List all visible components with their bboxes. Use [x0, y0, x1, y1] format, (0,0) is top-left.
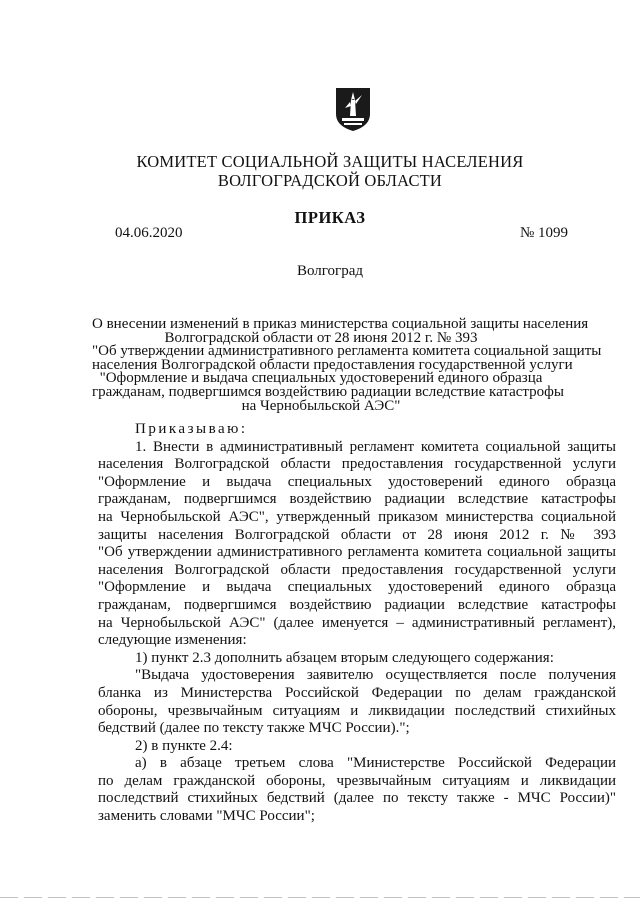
paragraph-1-line: защиты населения Волгоградской области от 28 июня 2012 г. № 393: [98, 526, 616, 543]
quote-line: бедствий (далее по тексту также МЧС России).";: [98, 720, 410, 737]
subject-line: населения Волгоградской области предоставления государственной услуги: [92, 356, 573, 373]
item-2a-line: а) в абзаце третьем слова "Министерстве Российской Федерации: [135, 755, 616, 772]
paragraph-1-line: "Об утверждении административного регламента комитета социальной защиты: [98, 544, 616, 561]
subject-line: "Об утверждении административного регламента комитета социальной защиты: [92, 343, 602, 360]
committee-name-line2: ВОЛГОГРАДСКОЙ ОБЛАСТИ: [217, 171, 443, 190]
subject-line: "Оформление и выдача специальных удостоверений единого образца: [99, 370, 543, 387]
item-1: 1) пункт 2.3 дополнить абзацем вторым следующего содержания:: [135, 649, 554, 666]
item-2a-line: заменить словами "МЧС России";: [98, 808, 315, 825]
decree-word: Приказываю:: [135, 421, 248, 437]
paragraph-1-line: населения Волгоградской области предоставления государственной услуги: [98, 456, 616, 473]
volgograd-coat-of-arms-icon: [334, 86, 372, 132]
paragraph-1-line: населения Волгоградской области предоставления государственной услуги: [98, 561, 616, 578]
subject-line: Волгоградской области от 28 июня 2012 г. № 393: [164, 329, 478, 346]
paragraph-1-line: "Оформление и выдача специальных удостоверений единого образца: [98, 579, 616, 596]
paragraph-1-line: 1. Внести в административный регламент комитета социальной защиты: [135, 438, 616, 455]
item-2a-line: последствий стихийных бедствий (далее по тексту также - МЧС России)": [98, 790, 616, 807]
order-body: [98, 421, 616, 826]
paragraph-1-line: следующие изменения:: [98, 632, 247, 649]
paragraph-1-line: гражданам, подвергшимся воздействию радиации вследствие катастрофы: [98, 596, 616, 613]
quote-line: обороны, чрезвычайным ситуациям и ликвидации последствий стихийных: [98, 702, 616, 719]
order-number: № 1099: [520, 225, 569, 241]
subject-line: на Чернобыльской АЭС": [241, 397, 401, 414]
quote-line: "Выдача удостоверения заявителю осуществляется после получения: [135, 667, 616, 684]
paragraph-1-line: "Оформление и выдача специальных удостоверений единого образца: [98, 473, 616, 490]
subject-line: О внесении изменений в приказ министерства социальной защиты населения: [92, 316, 589, 332]
order-subject: [92, 316, 602, 414]
order-date: 04.06.2020: [115, 225, 183, 241]
quote-line: бланка из Министерства Российской Федерации по делам гражданской: [98, 684, 616, 701]
item-2: 2) в пункте 2.4:: [135, 737, 233, 754]
paragraph-1-line: гражданам, подвергшимся воздействию радиации вследствие катастрофы: [98, 491, 616, 508]
committee-name-line1: КОМИТЕТ СОЦИАЛЬНОЙ ЗАЩИТЫ НАСЕЛЕНИЯ: [136, 152, 524, 171]
subject-line: гражданам, подвергшимся воздействию радиации вследствие катастрофы: [92, 383, 564, 400]
order-title: ПРИКАЗ: [294, 208, 366, 227]
order-city: Волгоград: [296, 263, 363, 279]
paragraph-1-line: на Чернобыльской АЭС", утвержденный приказом министерства социальной: [98, 508, 616, 525]
paragraph-1-line: на Чернобыльской АЭС" (далее именуется – административный регламент),: [98, 614, 616, 631]
item-2a-line: по делам гражданской обороны, чрезвычайным ситуациям и ликвидации: [98, 772, 616, 789]
scan-artifact-line: [0, 897, 640, 898]
